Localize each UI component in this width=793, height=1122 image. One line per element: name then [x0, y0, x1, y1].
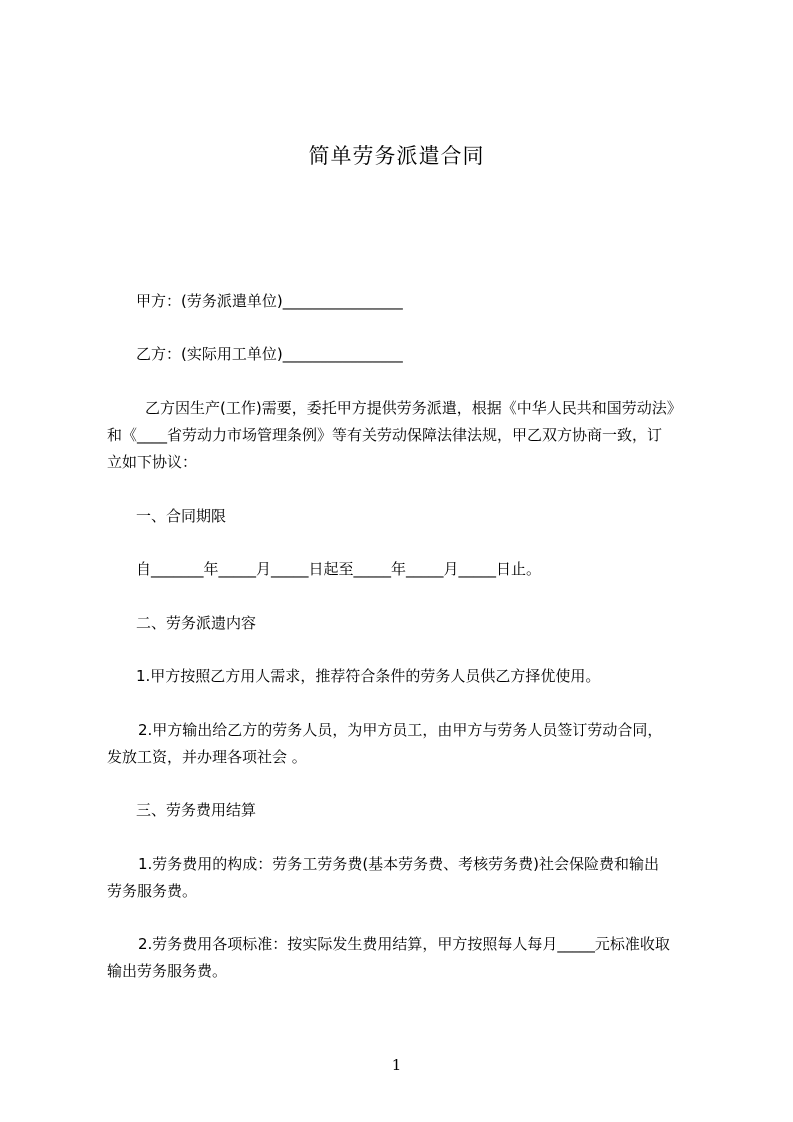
preamble-line-3: 立如下协议： [107, 453, 198, 471]
page-title: 简单劳务派遣合同 [308, 144, 485, 168]
section-heading-term: 一、合同期限 [136, 507, 227, 525]
term-period-line: 自_______年_____月_____日起至_____年_____月_____日止。 [136, 560, 542, 578]
section-heading-fees: 三、劳务费用结算 [136, 801, 257, 819]
section-heading-content: 二、劳务派遗内容 [136, 614, 257, 632]
content-clause-1: 1.甲方按照乙方用人需求，推荐符合条件的劳务人员供乙方择优使用。 [136, 667, 601, 685]
preamble-line-2: 和《____省劳动力市场管理条例》等有关劳动保障法律法规，甲乙双方协商一致，订 [107, 426, 663, 444]
fees-clause-2-line-1: 2.劳务费用各项标准：按实际发生费用结算，甲方按照每人每月_____元标准收取 [138, 935, 670, 953]
fees-clause-1-line-1: 1.劳务费用的构成：劳务工劳务费(基本劳务费、考核劳务费)社会保险费和输出 [138, 855, 660, 873]
party-a-line: 甲方：(劳务派遣单位)________________ [136, 292, 403, 310]
page-number: 1 [391, 1056, 402, 1074]
content-clause-2-line-1: 2.甲方输出给乙方的劳务人员，为甲方员工，由甲方与劳务人员签订劳动合同， [138, 721, 663, 739]
fees-clause-2-line-2: 输出劳务服务费。 [107, 962, 228, 980]
content-clause-2-line-2: 发放工资，并办理各项社会 。 [107, 748, 307, 766]
party-b-line: 乙方：(实际用工单位)________________ [136, 345, 403, 363]
fees-clause-1-line-2: 劳务服务费。 [107, 882, 198, 900]
preamble-line-1: 乙方因生产(工作)需要，委托甲方提供劳务派遣，根据《中华人民共和国劳动法》 [145, 399, 682, 417]
